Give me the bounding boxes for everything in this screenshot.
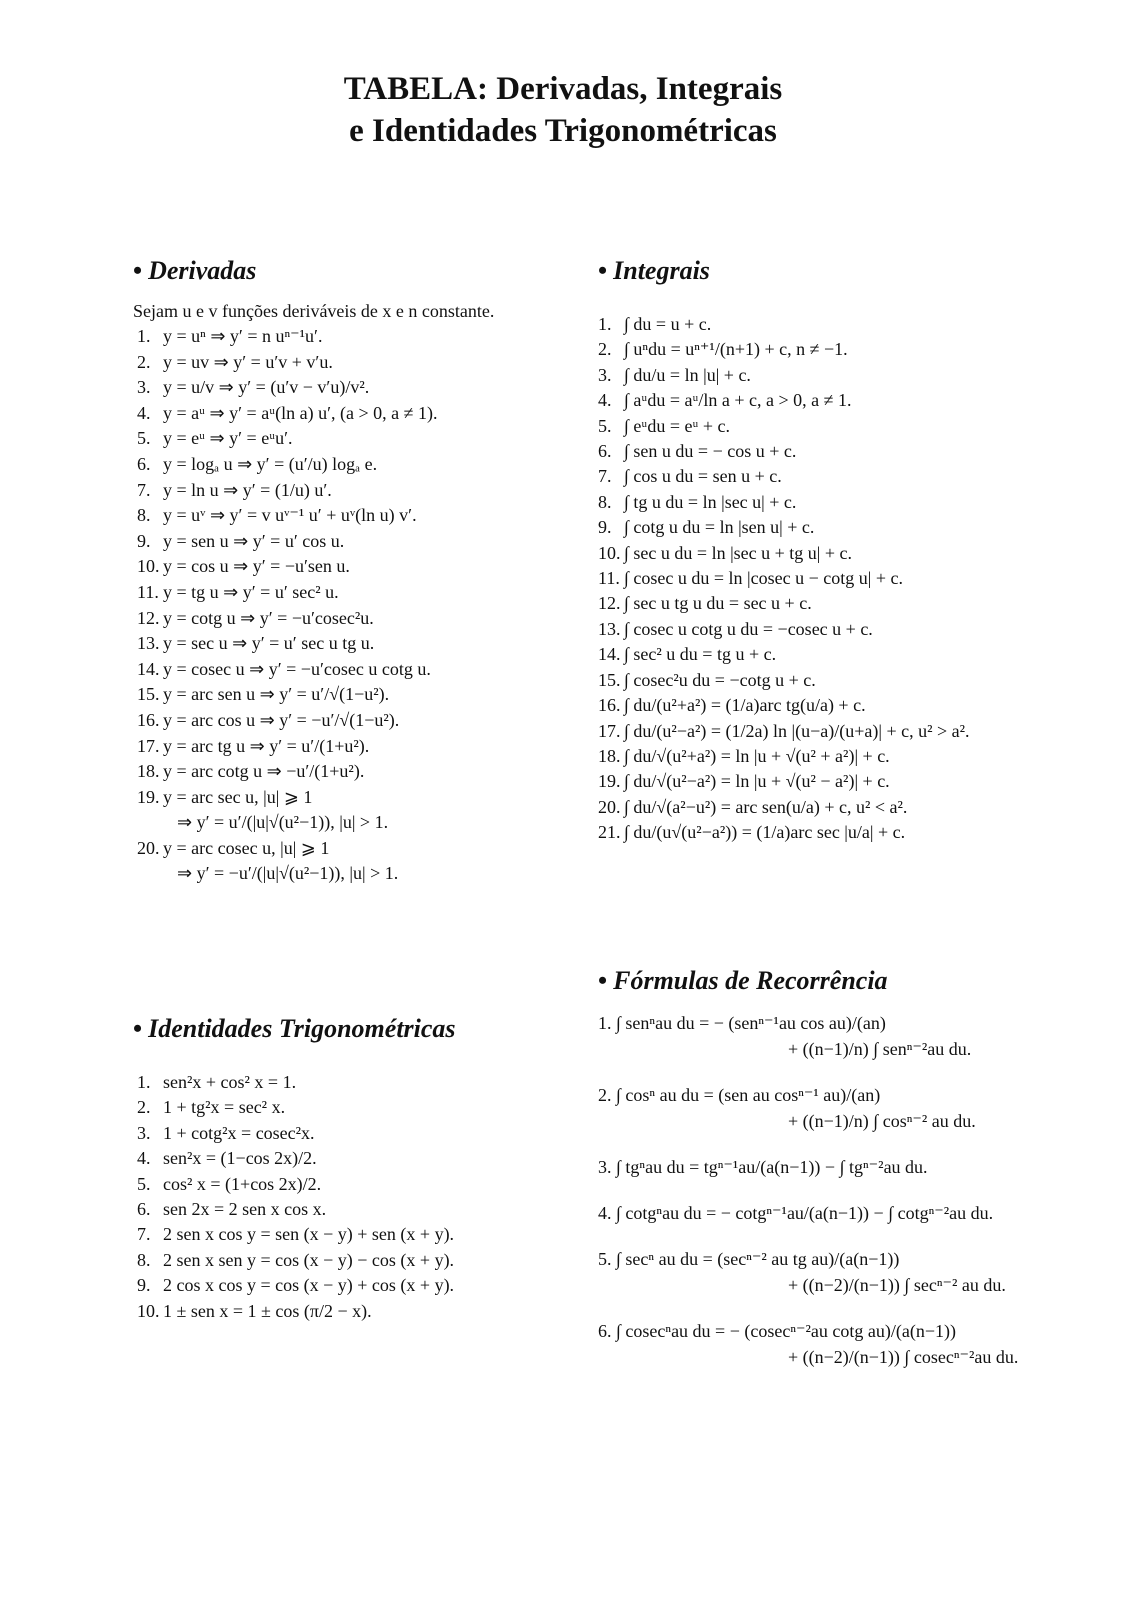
integral-formula [598, 617, 1068, 642]
identity-formula [137, 1172, 573, 1197]
bullet-icon: • [133, 256, 143, 285]
item-number: 9. [598, 517, 612, 538]
integrais-heading: • Integrais [598, 256, 710, 285]
integral-formula [598, 693, 1068, 718]
recurrence-line-2: + ((n−1)/n) ∫ senⁿ⁻²au du. [788, 1039, 972, 1059]
formula-text: ∫ du/√(a²−u²) = arc sen(u/a) + c, u² < a². [624, 796, 908, 817]
formula-text: y = cosec u ⇒ y′ = −u′cosec u cotg u. [163, 658, 431, 679]
integral-formula [598, 769, 1068, 794]
derivadas-section [133, 254, 573, 887]
item-number: 8. [137, 1249, 151, 1270]
recurrence-line-1: 2. ∫ cosⁿ au du = (sen au cosⁿ⁻¹ au)/(an) [598, 1085, 881, 1105]
formula-text: sen²x + cos² x = 1. [163, 1072, 297, 1092]
item-number: 18. [137, 761, 160, 782]
item-number: 20. [598, 796, 621, 817]
formula-text: y = ln u ⇒ y′ = (1/u) u′. [163, 479, 332, 500]
item-number: 9. [137, 530, 151, 551]
integrais-list [598, 312, 1068, 846]
integral-formula [598, 566, 1068, 591]
item-number: 8. [598, 491, 612, 512]
item-number: 12. [598, 593, 621, 614]
formula-text: y = u/v ⇒ y′ = (u′v − v′u)/v². [163, 377, 370, 398]
identity-formula [137, 1146, 573, 1171]
derivative-formula [137, 861, 573, 887]
integral-formula [598, 719, 1068, 744]
item-number: 1. [137, 326, 151, 346]
item-number: 11. [598, 568, 620, 589]
formula-text: y = cotg u ⇒ y′ = −u′cosec²u. [163, 607, 374, 628]
integral-formula [598, 795, 1068, 820]
recurrence-line-1: 1. ∫ senⁿau du = − (senⁿ⁻¹au cos au)/(an) [598, 1013, 886, 1033]
item-number: 17. [598, 720, 621, 741]
item-number: 7. [137, 1224, 151, 1245]
item-number: 7. [598, 466, 612, 487]
derivative-formula [137, 708, 573, 734]
item-number: 16. [598, 695, 621, 716]
item-number: 3. [137, 377, 151, 398]
item-number: 5. [137, 1173, 151, 1194]
recurrence-formula [598, 1318, 1068, 1370]
formula-text: 2 sen x sen y = cos (x − y) − cos (x + y). [163, 1249, 455, 1270]
formula-text: ∫ cosec u cotg u du = −cosec u + c. [624, 618, 873, 639]
item-number: 6. [137, 453, 151, 474]
item-number: 19. [598, 771, 621, 792]
identity-formula [137, 1197, 573, 1222]
recorrencia-section [598, 964, 1068, 1370]
derivative-formula [137, 324, 573, 350]
identity-formula [137, 1273, 573, 1298]
item-number: 5. [598, 415, 612, 436]
bullet-icon: • [133, 1014, 143, 1043]
integral-formula [598, 363, 1068, 388]
item-number: 11. [137, 581, 159, 602]
formula-text: ∫ du/√(u²−a²) = ln |u + √(u² − a²)| + c. [624, 771, 890, 792]
derivadas-heading: • Derivadas [133, 256, 257, 285]
formula-text: y = arc cosec u, |u| ⩾ 1 [163, 837, 330, 858]
recurrence-line-2: + ((n−1)/n) ∫ cosⁿ⁻² au du. [788, 1111, 976, 1131]
identity-formula [137, 1070, 573, 1095]
formula-text: 2 cos x cos y = cos (x − y) + cos (x + y). [163, 1275, 455, 1296]
item-number: 5. [137, 428, 151, 449]
formula-text: y = arc sec u, |u| ⩾ 1 [163, 786, 313, 807]
item-number: 16. [137, 709, 160, 730]
integral-formula [598, 490, 1068, 515]
formula-text: y = uⁿ ⇒ y′ = n uⁿ⁻¹u′. [163, 326, 323, 346]
identity-formula [137, 1248, 573, 1273]
derivative-formula [137, 810, 573, 836]
derivative-formula [137, 785, 573, 811]
item-number: 8. [137, 505, 151, 526]
integral-formula [598, 591, 1068, 616]
identity-formula [137, 1222, 573, 1247]
integral-formula [598, 439, 1068, 464]
item-number: 7. [137, 479, 151, 500]
formula-text: ∫ du = u + c. [624, 314, 712, 334]
item-number: 1. [137, 1072, 151, 1092]
identidades-heading: • Identidades Trigonométricas [133, 1014, 456, 1043]
recurrence-line-1: 5. ∫ secⁿ au du = (secⁿ⁻² au tg au)/(a(n−1)) [598, 1249, 900, 1269]
item-number: 4. [137, 402, 151, 423]
formula-text: ∫ uⁿdu = uⁿ⁺¹/(n+1) + c, n ≠ −1. [624, 339, 848, 360]
derivative-formula [137, 503, 573, 529]
formula-text: ∫ cosec u du = ln |cosec u − cotg u| + c. [624, 568, 904, 589]
derivative-formula [137, 401, 573, 427]
recurrence-line-2: + ((n−2)/(n−1)) ∫ secⁿ⁻² au du. [788, 1275, 1006, 1295]
identity-formula [137, 1121, 573, 1146]
identidades-section [133, 1012, 573, 1324]
formula-text: y = uv ⇒ y′ = u′v + v′u. [163, 351, 333, 372]
formula-text: cos² x = (1+cos 2x)/2. [163, 1173, 322, 1194]
derivative-formula [137, 426, 573, 452]
formula-text: y = cos u ⇒ y′ = −u′sen u. [163, 556, 350, 577]
derivative-formula [137, 682, 573, 708]
item-number: 2. [137, 1097, 151, 1118]
formula-text: sen 2x = 2 sen x cos x. [163, 1199, 327, 1220]
item-number: 3. [137, 1122, 151, 1143]
item-number: 2. [598, 339, 612, 360]
recurrence-formula [598, 1154, 1068, 1180]
derivative-formula [137, 836, 573, 862]
recurrence-line-1: 3. ∫ tgⁿau du = tgⁿ⁻¹au/(a(n−1)) − ∫ tgⁿ⁻²au du. [598, 1157, 928, 1177]
bullet-icon: • [598, 966, 608, 995]
formula-text: y = eᵘ ⇒ y′ = eᵘu′. [163, 428, 293, 449]
integral-formula [598, 464, 1068, 489]
derivative-formula [137, 580, 573, 606]
item-number: 9. [137, 1275, 151, 1296]
formula-text: ∫ sec² u du = tg u + c. [624, 644, 777, 665]
formula-text: ∫ du/√(u²+a²) = ln |u + √(u² + a²)| + c. [624, 745, 890, 766]
formula-text: ∫ du/(u√(u²−a²)) = (1/a)arc sec |u/a| + c. [624, 822, 906, 843]
item-number: 13. [598, 618, 621, 639]
formula-text: y = uᵛ ⇒ y′ = v uᵛ⁻¹ u′ + uᵛ(ln u) v′. [163, 505, 417, 526]
derivative-formula [137, 631, 573, 657]
derivative-formula [137, 759, 573, 785]
formula-text: ∫ cotg u du = ln |sen u| + c. [624, 517, 815, 538]
item-number: 6. [598, 441, 612, 462]
formula-text: ∫ du/u = ln |u| + c. [624, 364, 751, 385]
item-number: 2. [137, 351, 151, 372]
formula-text: ∫ tg u du = ln |sec u| + c. [624, 491, 797, 512]
formula-text: 1 + cotg²x = cosec²x. [163, 1122, 315, 1143]
recorrencia-list [598, 1010, 1068, 1370]
formula-text: y = tg u ⇒ y′ = u′ sec² u. [163, 581, 339, 602]
formula-text: y = arc cotg u ⇒ −u′/(1+u²). [163, 761, 365, 782]
item-number: 10. [137, 1300, 160, 1321]
item-number: 20. [137, 837, 160, 858]
derivative-formula [137, 452, 573, 478]
integral-formula [598, 744, 1068, 769]
formula-text: ∫ cos u du = sen u + c. [624, 466, 782, 487]
item-number: 14. [598, 644, 621, 665]
integrais-section [598, 254, 1068, 846]
recurrence-formula [598, 1246, 1068, 1298]
recurrence-line-2: + ((n−2)/(n−1)) ∫ cosecⁿ⁻²au du. [788, 1347, 1019, 1367]
item-number: 6. [137, 1199, 151, 1220]
formula-text: y = aᵘ ⇒ y′ = aᵘ(ln a) u′, (a > 0, a ≠ 1). [163, 402, 438, 423]
derivative-formula [137, 350, 573, 376]
formula-text: y = sen u ⇒ y′ = u′ cos u. [163, 530, 345, 551]
integral-formula [598, 312, 1068, 337]
item-number: 10. [137, 556, 160, 577]
item-number: 15. [598, 669, 621, 690]
formula-text: y = arc tg u ⇒ y′ = u′/(1+u²). [163, 735, 370, 756]
derivative-formula [137, 375, 573, 401]
identidades-list [133, 1070, 573, 1324]
recorrencia-heading: • Fórmulas de Recorrência [598, 966, 888, 995]
recurrence-line-1: 6. ∫ cosecⁿau du = − (cosecⁿ⁻²au cotg au)/(a(n−1)) [598, 1321, 956, 1341]
formula-text: ∫ sec u du = ln |sec u + tg u| + c. [624, 542, 853, 563]
integral-formula [598, 642, 1068, 667]
recurrence-formula [598, 1200, 1068, 1226]
formula-text: sen²x = (1−cos 2x)/2. [163, 1148, 317, 1169]
title-line-1: TABELA: Derivadas, Integrais [343, 71, 783, 107]
integral-formula [598, 515, 1068, 540]
formula-text: 2 sen x cos y = sen (x − y) + sen (x + y). [163, 1224, 455, 1245]
derivative-formula [137, 606, 573, 632]
formula-text: 1 + tg²x = sec² x. [163, 1097, 286, 1118]
item-number: 3. [598, 364, 612, 385]
formula-text: ∫ cosec²u du = −cotg u + c. [624, 669, 816, 690]
derivative-formula [137, 529, 573, 555]
document-title [0, 68, 1126, 152]
recurrence-line-1: 4. ∫ cotgⁿau du = − cotgⁿ⁻¹au/(a(n−1)) − ∫ cotgⁿ⁻²au du. [598, 1203, 994, 1223]
item-number: 17. [137, 735, 160, 756]
title-line-2: e Identidades Trigonométricas [349, 113, 777, 149]
formula-text: ⇒ y′ = u′/(|u|√(u²−1)), |u| > 1. [177, 812, 389, 833]
recurrence-formula [598, 1082, 1068, 1134]
formula-text: ∫ du/(u²+a²) = (1/a)arc tg(u/a) + c. [624, 695, 866, 716]
item-number: 14. [137, 658, 160, 679]
item-number: 19. [137, 786, 160, 807]
formula-text: ∫ du/(u²−a²) = (1/2a) ln |(u−a)/(u+a)| + c, u² > a². [624, 720, 970, 741]
integral-formula [598, 541, 1068, 566]
bullet-icon: • [598, 256, 608, 285]
item-number: 18. [598, 745, 621, 766]
item-number: 1. [598, 314, 612, 334]
recurrence-formula [598, 1010, 1068, 1062]
derivative-formula [137, 478, 573, 504]
formula-text: ∫ sen u du = − cos u + c. [624, 441, 797, 462]
integral-formula [598, 820, 1068, 845]
formula-text: 1 ± sen x = 1 ± cos (π/2 − x). [163, 1300, 372, 1321]
item-number: 4. [598, 390, 612, 411]
integral-formula [598, 668, 1068, 693]
derivadas-list [133, 324, 573, 887]
identity-formula [137, 1095, 573, 1120]
formula-text: ⇒ y′ = −u′/(|u|√(u²−1)), |u| > 1. [177, 863, 399, 884]
formula-text: y = arc sen u ⇒ y′ = u′/√(1−u²). [163, 684, 390, 705]
integral-formula [598, 388, 1068, 413]
derivative-formula [137, 554, 573, 580]
formula-text: y = logₐ u ⇒ y′ = (u′/u) logₐ e. [163, 453, 378, 474]
derivative-formula [137, 657, 573, 683]
derivadas-intro: Sejam u e v funções deriváveis de x e n constante. [133, 301, 495, 321]
derivative-formula [137, 734, 573, 760]
integral-formula [598, 337, 1068, 362]
integral-formula [598, 414, 1068, 439]
formula-text: y = sec u ⇒ y′ = u′ sec u tg u. [163, 633, 375, 654]
item-number: 13. [137, 633, 160, 654]
item-number: 4. [137, 1148, 151, 1169]
item-number: 21. [598, 822, 621, 843]
formula-text: ∫ eᵘdu = eᵘ + c. [624, 415, 730, 436]
formula-text: ∫ aᵘdu = aᵘ/ln a + c, a > 0, a ≠ 1. [624, 390, 852, 411]
identity-formula [137, 1299, 573, 1324]
formula-text: y = arc cos u ⇒ y′ = −u′/√(1−u²). [163, 709, 400, 730]
item-number: 15. [137, 684, 160, 705]
item-number: 10. [598, 542, 621, 563]
formula-text: ∫ sec u tg u du = sec u + c. [624, 593, 812, 614]
item-number: 12. [137, 607, 160, 628]
